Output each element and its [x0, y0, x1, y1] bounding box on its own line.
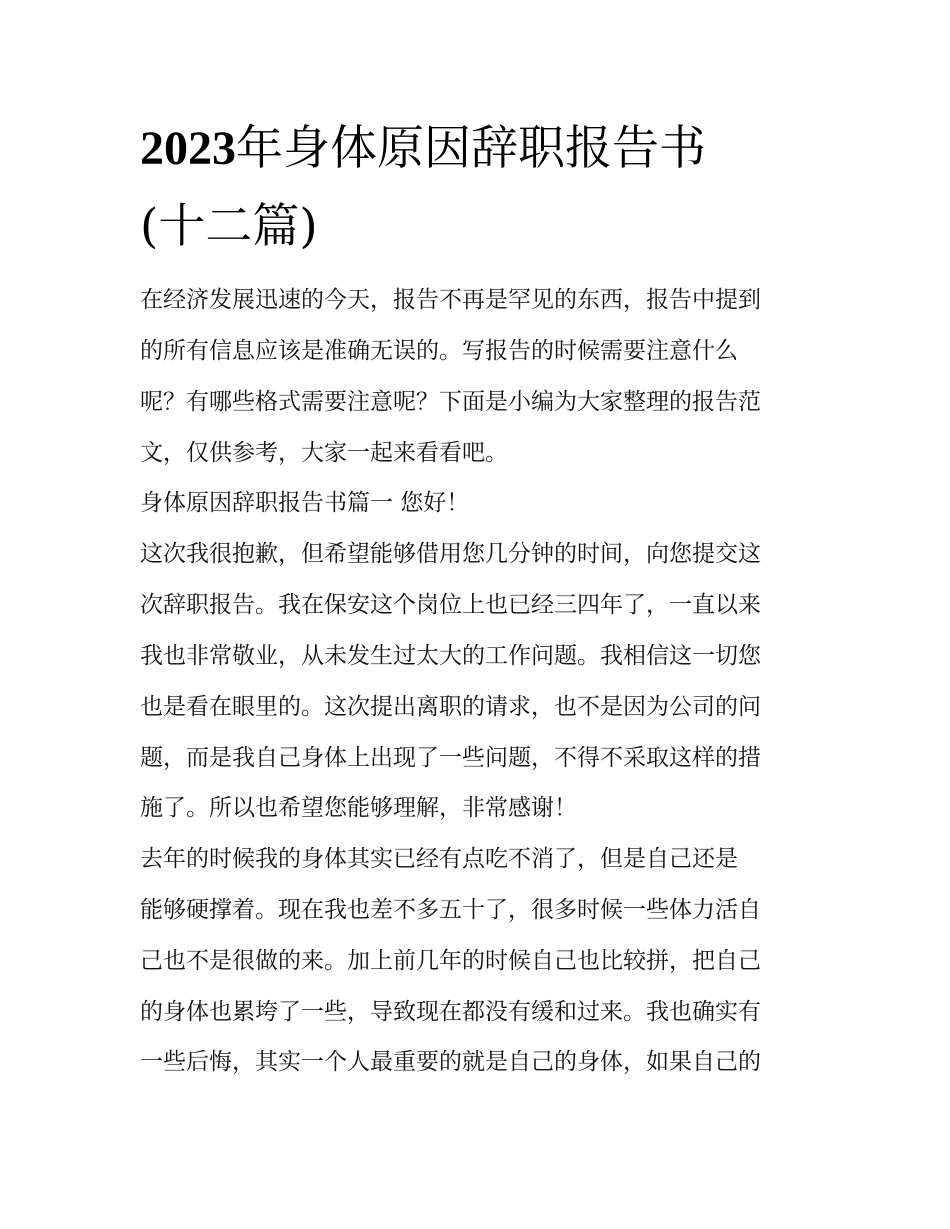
body-line-4: 文，仅供参考，大家一起来看看吧。 [140, 440, 508, 466]
body-line-15: 的身体也累垮了一些，导致现在都没有缓和过来。我也确实有 [140, 999, 761, 1025]
body-line-7: 次辞职报告。我在保安这个岗位上也已经三四年了，一直以来 [140, 592, 761, 618]
body-line-12: 去年的时候我的身体其实已经有点吃不消了，但是自己还是 [140, 846, 738, 872]
section-heading-1: 身体原因辞职报告书篇一 您好！ [140, 490, 470, 516]
body-line-2: 的所有信息应该是准确无误的。写报告的时候需要注意什么 [140, 338, 738, 364]
body-line-3: 呢？有哪些格式需要注意呢？下面是小编为大家整理的报告范 [140, 389, 761, 415]
body-line-8: 我也非常敬业，从未发生过太大的工作问题。我相信这一切您 [140, 643, 761, 669]
body-line-11: 施了。所以也希望您能够理解，非常感谢！ [140, 795, 577, 821]
title-text: 年身体原因辞职报告书 [236, 121, 706, 176]
document-title-line-1 [140, 110, 820, 188]
body-line-10: 题，而是我自己身体上出现了一些问题，不得不采取这样的措 [140, 745, 761, 771]
body-line-6: 这次我很抱歉，但希望能够借用您几分钟的时间，向您提交这 [140, 541, 761, 567]
body-line-13: 能够硬撑着。现在我也差不多五十了，很多时候一些体力活自 [140, 897, 761, 923]
body-line-14: 己也不是很做的来。加上前几年的时候自己也比较拼，把自己 [140, 948, 761, 974]
body-line-16: 一些后悔，其实一个人最重要的就是自己的身体，如果自己的 [140, 1049, 761, 1075]
body-line-1: 在经济发展迅速的今天，报告不再是罕见的东西，报告中提到 [140, 287, 761, 313]
title-year: 2023 [140, 122, 236, 175]
document-title-line-2: (十二篇) [140, 199, 318, 254]
body-line-9: 也是看在眼里的。这次提出离职的请求，也不是因为公司的问 [140, 694, 761, 720]
